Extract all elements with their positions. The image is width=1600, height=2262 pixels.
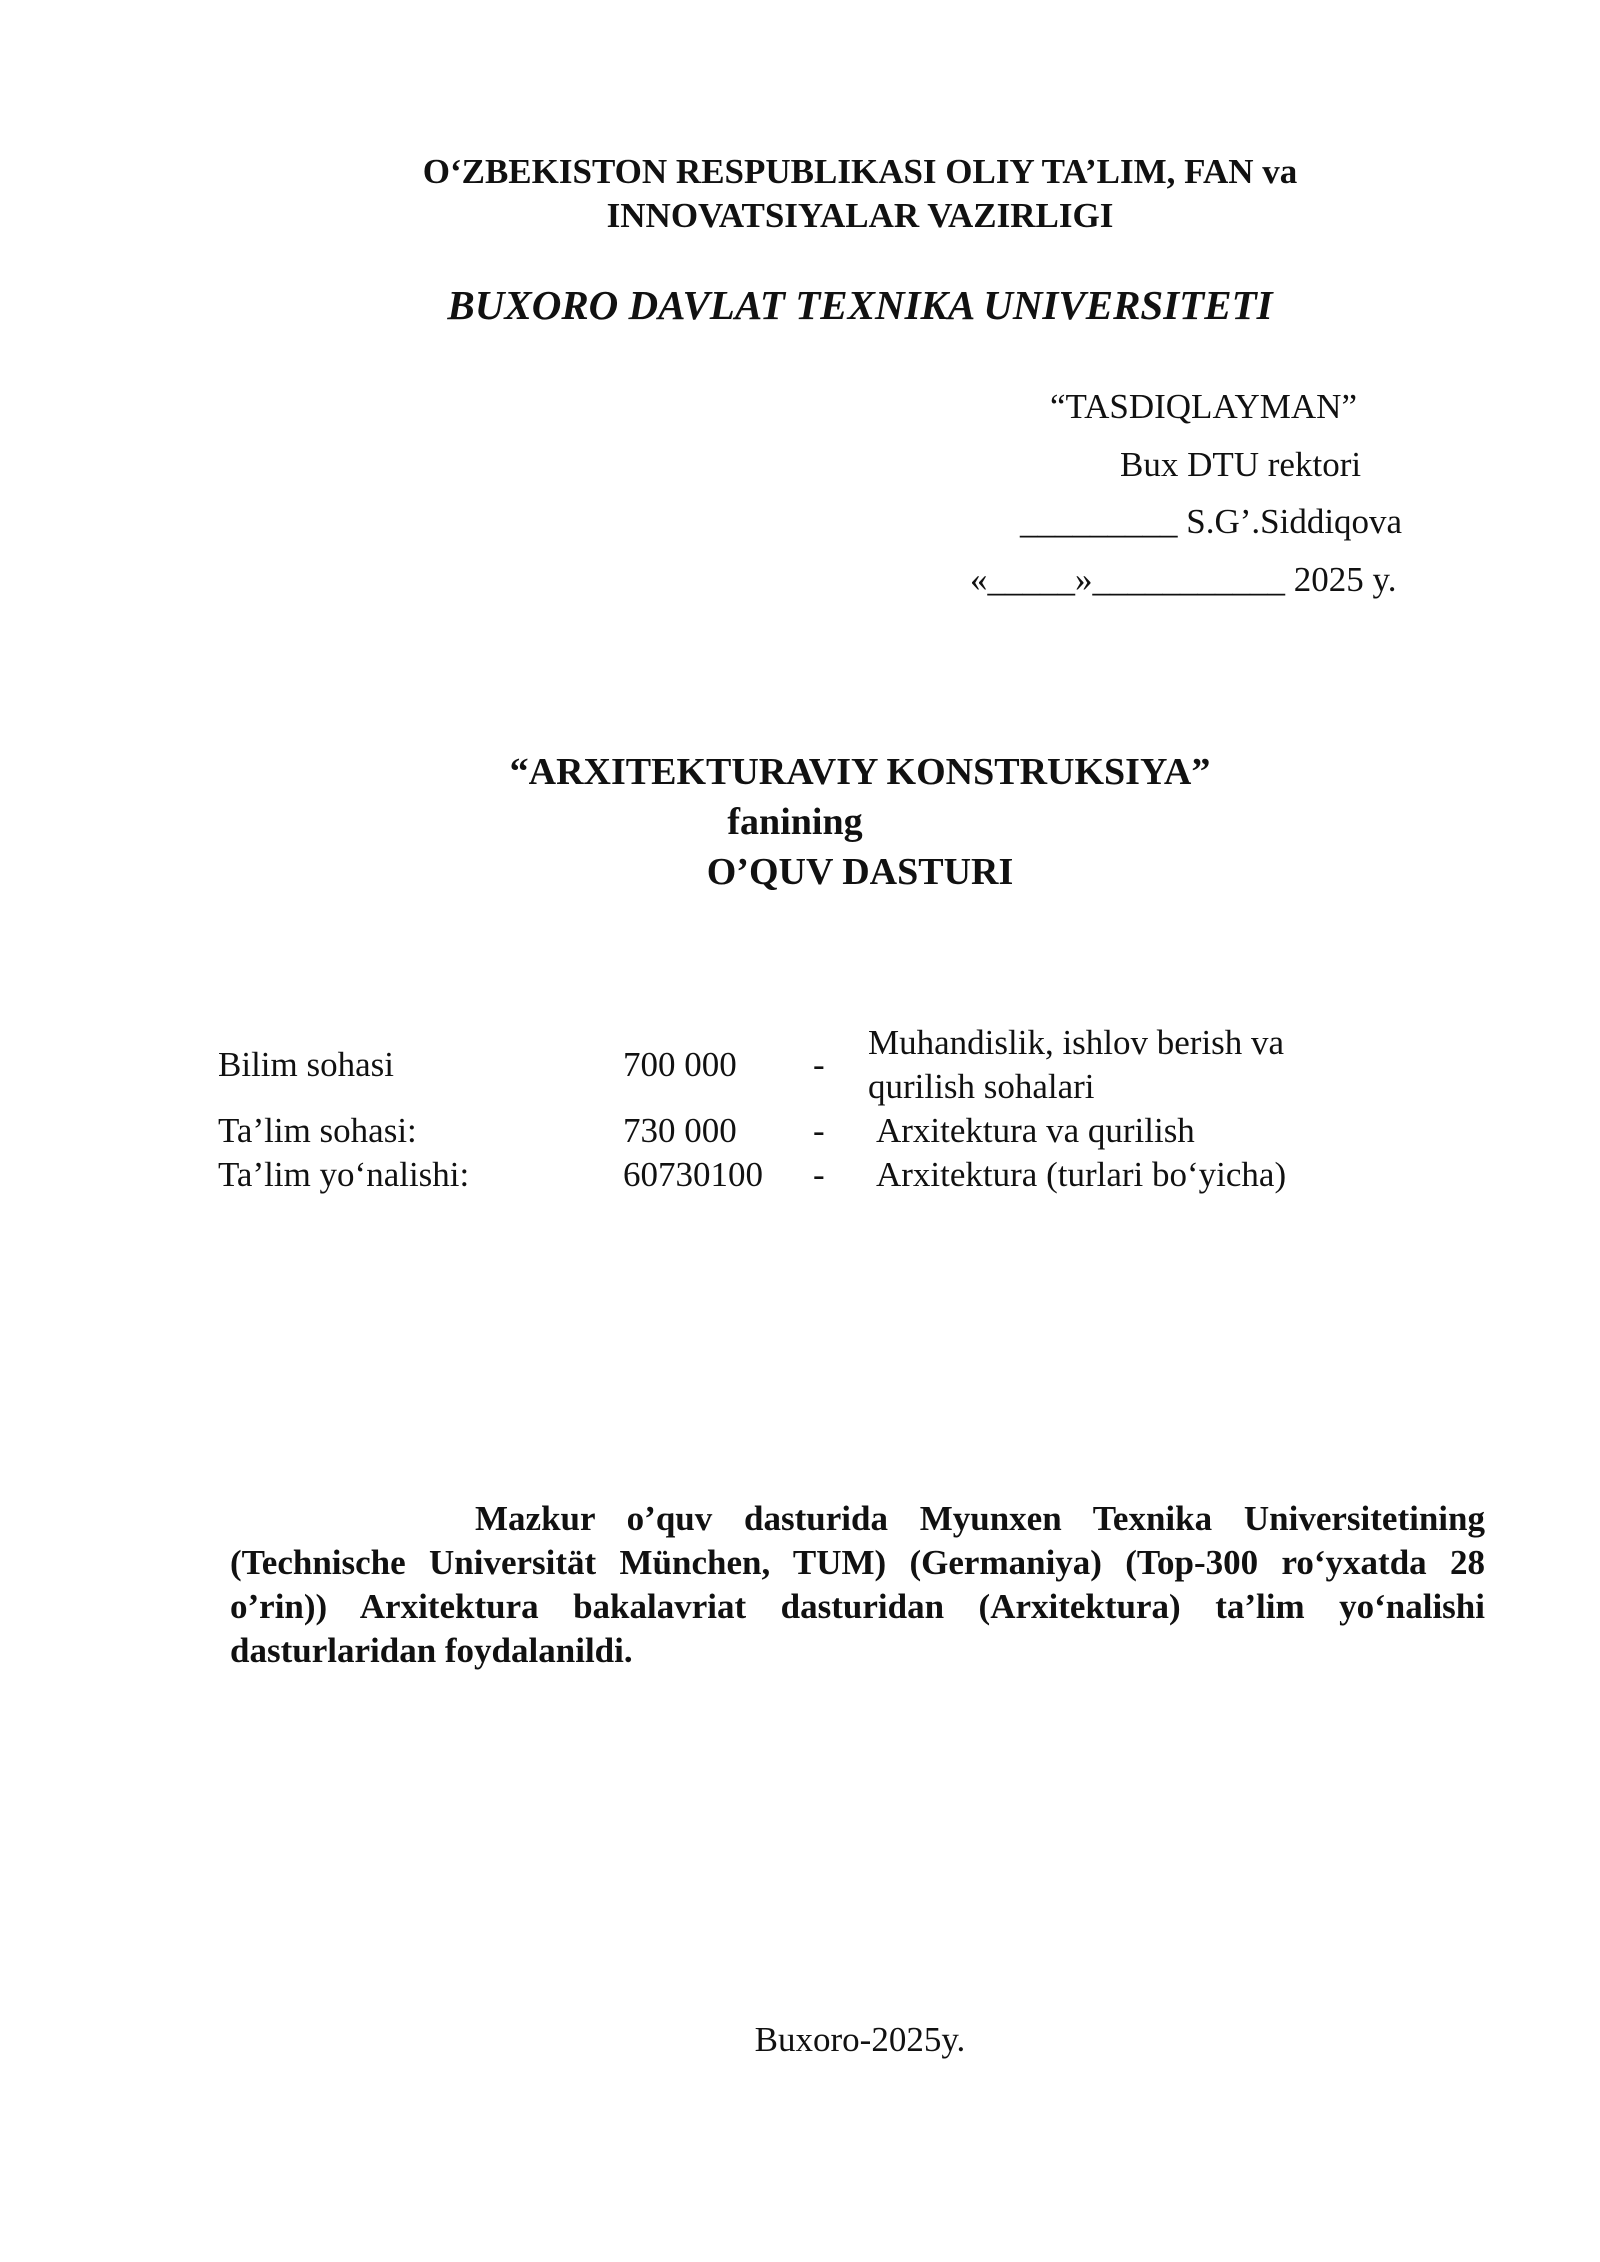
field-dash: - xyxy=(813,1155,825,1194)
ministry-line-2: INNOVATSIYALAR VAZIRLIGI xyxy=(606,196,1114,235)
field-code: 60730100 xyxy=(623,1155,763,1194)
field-code: 730 000 xyxy=(623,1111,737,1150)
document-title xyxy=(0,747,1600,897)
source-note: Mazkur o’quv dasturida Myunxen Texnika Universitetining (Technische Universität München, TUM) (Germaniya) (Top-300 ro‘yxatda 28 o’rin)) Arxitektura bakalavriat dasturidan (Arxitektura) ta’lim yo‘nalishi dasturlaridan foydalanildi. xyxy=(230,1499,1485,1670)
field-code: 700 000 xyxy=(623,1045,737,1084)
field-name-line-2: qurilish sohalari xyxy=(868,1067,1095,1106)
approval-position: Bux DTU rektori xyxy=(1120,445,1362,484)
subject-of-label: fanining xyxy=(727,801,863,843)
field-dash: - xyxy=(813,1045,825,1084)
field-name: Arxitektura (turlari bo‘yicha) xyxy=(876,1155,1287,1194)
ministry-line-1: O‘ZBEKISTON RESPUBLIKASI OLIY TA’LIM, FAN va xyxy=(422,152,1298,191)
footer-place-year: Buxoro-2025y. xyxy=(754,2020,966,2059)
approval-heading: “TASDIQLAYMAN” xyxy=(1050,387,1357,426)
field-name-line-1: Muhandislik, ishlov berish va xyxy=(868,1023,1285,1062)
field-label: Bilim sohasi xyxy=(218,1045,394,1084)
subject-title: “ARXITEKTURAVIY KONSTRUKSIYA” xyxy=(509,751,1211,793)
field-dash: - xyxy=(813,1111,825,1150)
document-type-title: O’QUV DASTURI xyxy=(706,851,1014,893)
approval-signature-line: _________ S.G’.Siddiqova xyxy=(1020,502,1403,541)
university-name: BUXORO DAVLAT TEXNIKA UNIVERSITETI xyxy=(447,282,1273,328)
field-name xyxy=(868,1021,1284,1109)
approval-date-line: «_____»___________ 2025 y. xyxy=(970,560,1397,599)
ministry-header xyxy=(0,150,1600,238)
field-label: Ta’lim yo‘nalishi: xyxy=(218,1155,470,1194)
field-label: Ta’lim sohasi: xyxy=(218,1111,417,1150)
field-name: Arxitektura va qurilish xyxy=(876,1111,1195,1150)
